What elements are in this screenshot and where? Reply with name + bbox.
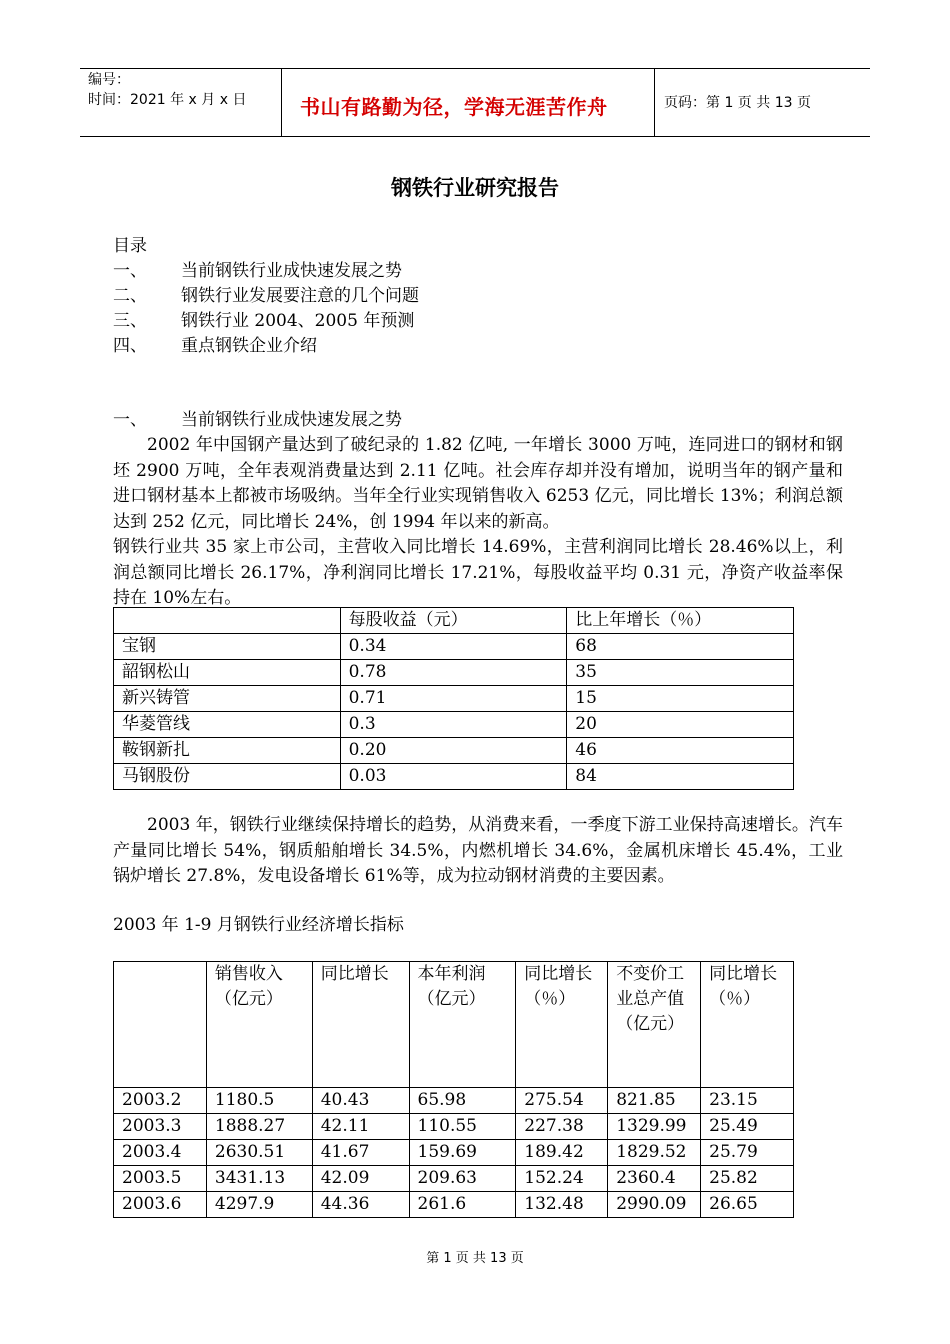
table-cell: 26.65 xyxy=(701,1192,794,1218)
table-row xyxy=(114,1166,794,1192)
table-cell: 40.43 xyxy=(312,1088,409,1114)
table-header-cell xyxy=(114,608,341,634)
table-cell: 132.48 xyxy=(516,1192,608,1218)
table-cell: 35 xyxy=(567,660,794,686)
table-cell: 4297.9 xyxy=(206,1192,312,1218)
header-top-rule xyxy=(80,68,870,69)
table-cell: 15 xyxy=(567,686,794,712)
table-header-cell: 销售收入（亿元） xyxy=(206,962,312,1088)
table-cell: 2360.4 xyxy=(608,1166,701,1192)
header-divider xyxy=(654,68,655,136)
page-footer: 第 1 页 共 13 页 xyxy=(426,1251,524,1266)
table-cell: 25.49 xyxy=(701,1114,794,1140)
table-row xyxy=(114,1114,794,1140)
table-cell: 0.20 xyxy=(340,738,567,764)
section-heading-num: 一、 xyxy=(113,410,147,430)
table-cell: 68 xyxy=(567,634,794,660)
table-header-row xyxy=(114,608,794,634)
table-cell: 鞍钢新扎 xyxy=(114,738,341,764)
toc-item-num: 三、 xyxy=(113,311,147,331)
doc-date-label: 时间：2021 年 x 月 x 日 xyxy=(88,92,247,108)
table-cell: 25.82 xyxy=(701,1166,794,1192)
table-cell: 44.36 xyxy=(312,1192,409,1218)
table-cell: 2003.4 xyxy=(114,1140,207,1166)
table-row xyxy=(114,712,794,738)
table-cell: 261.6 xyxy=(409,1192,516,1218)
section-heading: 当前钢铁行业成快速发展之势 xyxy=(181,410,402,430)
page-indicator: 页码：第 1 页 共 13 页 xyxy=(664,95,811,111)
toc-heading: 目录 xyxy=(113,236,147,256)
table-cell: 2003.6 xyxy=(114,1192,207,1218)
table-header-cell: 本年利润（亿元） xyxy=(409,962,516,1088)
eps-table xyxy=(113,607,794,790)
table-cell: 0.78 xyxy=(340,660,567,686)
table-cell: 3431.13 xyxy=(206,1166,312,1192)
table-cell: 0.34 xyxy=(340,634,567,660)
table-cell: 84 xyxy=(567,764,794,790)
table-cell: 华菱管线 xyxy=(114,712,341,738)
table-cell: 46 xyxy=(567,738,794,764)
table-cell: 2003.3 xyxy=(114,1114,207,1140)
page-title: 钢铁行业研究报告 xyxy=(391,176,559,200)
table-cell: 宝钢 xyxy=(114,634,341,660)
table-cell: 0.71 xyxy=(340,686,567,712)
header-bottom-rule xyxy=(80,136,870,137)
table-row xyxy=(114,1140,794,1166)
table-header-cell: 同比增长（％） xyxy=(701,962,794,1088)
table-row xyxy=(114,738,794,764)
table-cell: 227.38 xyxy=(516,1114,608,1140)
toc-item: 当前钢铁行业成快速发展之势 xyxy=(181,261,402,281)
table-cell: 65.98 xyxy=(409,1088,516,1114)
toc-item: 钢铁行业发展要注意的几个问题 xyxy=(181,286,419,306)
table-cell: 209.63 xyxy=(409,1166,516,1192)
table-header-cell: 同比增长（％） xyxy=(516,962,608,1088)
table-cell: 42.11 xyxy=(312,1114,409,1140)
table-header-cell: 不变价工业总产值（亿元） xyxy=(608,962,701,1088)
table-cell: 2003.2 xyxy=(114,1088,207,1114)
doc-number-label: 编号： xyxy=(88,72,130,88)
table-cell: 0.03 xyxy=(340,764,567,790)
table-header-row xyxy=(114,962,794,1088)
table-cell: 152.24 xyxy=(516,1166,608,1192)
table-row xyxy=(114,764,794,790)
toc-item: 重点钢铁企业介绍 xyxy=(181,336,317,356)
table-cell: 1329.99 xyxy=(608,1114,701,1140)
table-cell: 275.54 xyxy=(516,1088,608,1114)
table-cell: 新兴铸管 xyxy=(114,686,341,712)
table-cell: 2630.51 xyxy=(206,1140,312,1166)
table-caption: 2003 年 1-9 月钢铁行业经济增长指标 xyxy=(113,915,404,935)
table-cell: 0.3 xyxy=(340,712,567,738)
table-cell: 韶钢松山 xyxy=(114,660,341,686)
paragraph: 2003 年，钢铁行业继续保持增长的趋势，从消费来看，一季度下游工业保持高速增长。汽车产量同比增长 54%，钢质船舶增长 34.5%，内燃机增长 34.6%，金属机床增长 45.4%，工业锅炉增长 27.8%，发电设备增长 61%等，成为拉动钢材消费的主要因素。 xyxy=(113,815,843,886)
table-cell: 马钢股份 xyxy=(114,764,341,790)
table-header-cell xyxy=(114,962,207,1088)
table-header-cell: 每股收益（元） xyxy=(340,608,567,634)
table-cell: 23.15 xyxy=(701,1088,794,1114)
table-cell: 1829.52 xyxy=(608,1140,701,1166)
table-cell: 42.09 xyxy=(312,1166,409,1192)
table-cell: 159.69 xyxy=(409,1140,516,1166)
table-cell: 41.67 xyxy=(312,1140,409,1166)
paragraph: 钢铁行业共 35 家上市公司，主营收入同比增长 14.69%，主营利润同比增长 28.46%以上，利润总额同比增长 26.17%，净利润同比增长 17.21%，每股收益平均 0.31 元，净资产收益率保持在 10%左右。 xyxy=(113,537,843,608)
table-cell: 110.55 xyxy=(409,1114,516,1140)
table-header-cell: 同比增长 xyxy=(312,962,409,1088)
table-header-cell: 比上年增长（％） xyxy=(567,608,794,634)
table-cell: 821.85 xyxy=(608,1088,701,1114)
table-row xyxy=(114,660,794,686)
table-row xyxy=(114,1192,794,1218)
table-cell: 189.42 xyxy=(516,1140,608,1166)
table-cell: 25.79 xyxy=(701,1140,794,1166)
table-row xyxy=(114,634,794,660)
table-cell: 1180.5 xyxy=(206,1088,312,1114)
header-motto: 书山有路勤为径，学海无涯苦作舟 xyxy=(300,95,608,119)
paragraph: 2002 年中国钢产量达到了破纪录的 1.82 亿吨, 一年增长 3000 万吨，连同进口的钢材和钢坯 2900 万吨，全年表观消费量达到 2.11 亿吨。社会库存却并没有增加，说明当年的钢产量和进口钢材基本上都被市场吸纳。当年全行业实现销售收入 6253 亿元，同比增长 13%；利润总额达到 252 亿元，同比增长 24%，创 1994 年以来的新高。 xyxy=(113,435,843,532)
table-cell: 2003.5 xyxy=(114,1166,207,1192)
table-cell: 20 xyxy=(567,712,794,738)
toc-item-num: 四、 xyxy=(113,336,147,356)
header-divider xyxy=(281,68,282,136)
growth-indicator-table xyxy=(113,961,794,1218)
toc-item: 钢铁行业 2004、2005 年预测 xyxy=(181,311,415,331)
table-cell: 1888.27 xyxy=(206,1114,312,1140)
table-row xyxy=(114,1088,794,1114)
table-row xyxy=(114,686,794,712)
table-cell: 2990.09 xyxy=(608,1192,701,1218)
toc-item-num: 二、 xyxy=(113,286,147,306)
toc-item-num: 一、 xyxy=(113,261,147,281)
